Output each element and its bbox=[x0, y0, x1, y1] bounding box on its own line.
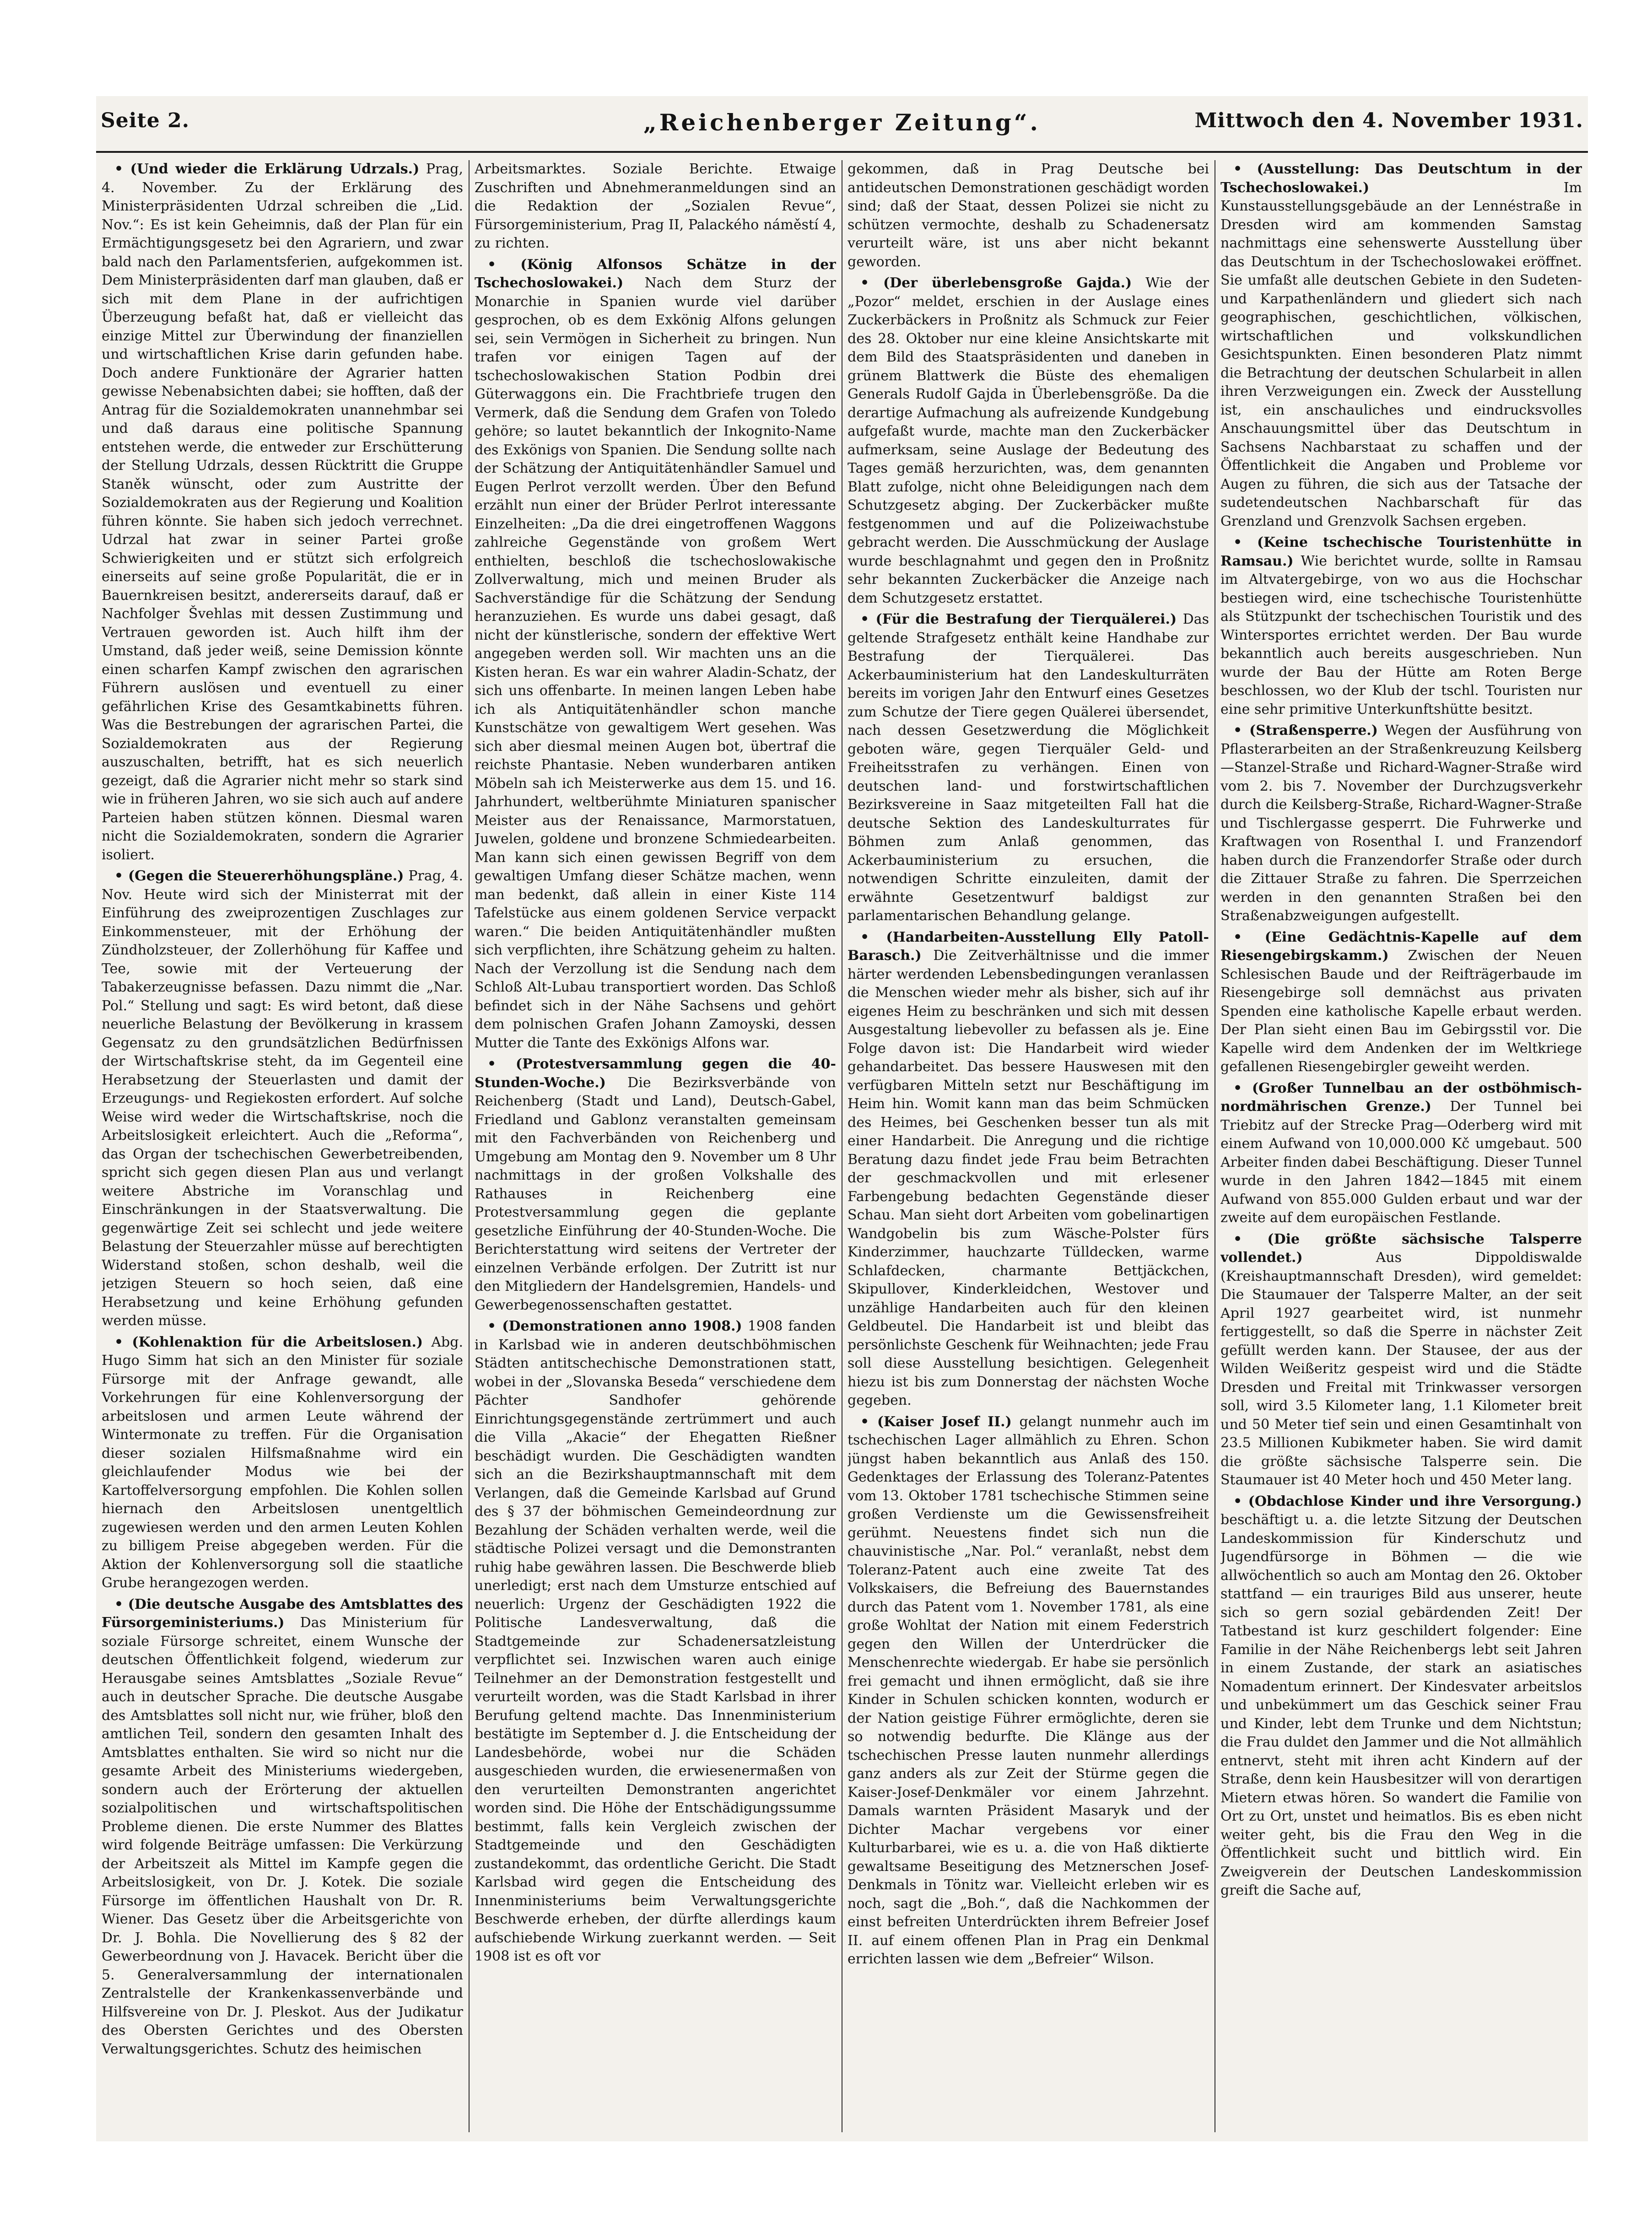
article-paragraph bbox=[475, 1055, 836, 1315]
article-paragraph bbox=[1220, 1079, 1582, 1228]
article-text: Wie berichtet wurde, sollte in Ramsau im Altvatergebirge, von wo aus die Hochschar bestiegen wird, eine tschechische Touristenhütte als Stützpunkt der tschechischen Touristik und des Wintersportes errichtet werden. Der Bau wurde bekanntlich auch bereits ausgeschrieben. Nun wurde der Bau der Hütte am Roten Berge beschlossen, wo der Klub der tschl. Touristen nur eine sehr primitive Unterkunftshütte besitzt. bbox=[1220, 553, 1582, 717]
article-paragraph bbox=[102, 1333, 463, 1593]
article-text: gelangt nunmehr auch im tschechischen Lager allmählich zu Ehren. Schon jüngst haben bekanntlich aus Anlaß des 150. Gedenktages der Erlassung des Toleranz-Patentes vom 13. Oktober 1781 tschechische Stimmen seine großen Verdienste um die Gewissensfreiheit gerühmt. Neuestens findet sich nun die chauvinistische „Nar. Pol.“ veranlaßt, nebst dem Toleranz-Patent auch eine zweite Tat des Volkskaisers, die Befreiung des Bauernstandes durch das Patent vom 1. November 1781, als eine große Wohltat der Nation mit einem Federstrich gegen den Willen der Unterdrücker die Menschenrechte wiedergab. Er habe sie persönlich frei gemacht und ihnen ermöglicht, daß sie ihre Kinder in Schulen schicken konnten, wodurch er der Nation geistige Führer ermöglichte, deren sie so notwendig bedurfte. Die Klänge aus der tschechischen Presse lauten nunmehr allerdings ganz anders als zur Zeit der Stürme gegen die Kaiser-Josef-Denkmäler vor einem Jahrzehnt. Damals warnten Präsident Masaryk und der Dichter Machar vergebens vor einer Kulturbarbarei, wie es u. a. die von Haß diktierte gewaltsame Beseitigung des Metznerschen Josef-Denkmals in Tönitz war. Vielleicht erleben wir es noch, sagt die „Boh.“, daß die Nachkommen der einst befreiten Unterdrückten ihrem Befreier Josef II. auf einem offenen Plan in Prag ein Denkmal errichten lassen wie dem „Befreier“ Wilson. bbox=[848, 1413, 1209, 1967]
article-paragraph bbox=[848, 274, 1209, 608]
article-text: Zwischen der Neuen Schlesischen Baude und der Reifträgerbaude im Riesengebirge soll demnächst aus privaten Spenden eine katholische Kapelle erbaut werden. Der Plan sieht einen Bau im Gebirgsstil vor. Die Kapelle wird dem Andenken der im Weltkriege gefallenen Riesengebirgler geweiht werden. bbox=[1220, 948, 1582, 1075]
article-text: Die Zeitverhältnisse und die immer härter werdenden Lebensbedingungen veranlassen die Menschen wieder mehr als bisher, sich auf ihr eigenes Heim zu beschränken und sich mit dessen Ausgestaltung liebevoller zu befassen als je. Eine Folge davon ist: Die Handarbeit wird wieder gehandarbeitet. Das bessere Hauswesen mit den verfügbaren Mitteln setzt nur Beschäftigung im Heim hin. Womit kann man das beim Schmücken des Heimes, bei Geschenken besser tun als mit einer Handarbeit. Die Anregung und die richtige Beratung dazu findet jede Frau beim Betrachten der geschmackvollen und mit erlesener Farbengebung bedachten Gegenstände dieser Schau. Man sieht dort Arbeiten vom gobelinartigen Wandgobelin bis zum Wäsche-Polster fürs Kinderzimmer, hauchzarte Tülldecken, warme Schlafdecken, charmante Bettjäckchen, Skipullover, Kinderkleidchen, Westover und unzählige Handarbeiten auch für den kleinen Geldbeutel. Die Handarbeit ist und bleibt das persönlichste Geschenk für Weihnachten; jede Frau soll diese Ausstellung besichtigen. Gelegenheit hiezu ist bis zum Donnerstag der nächsten Woche gegeben. bbox=[848, 948, 1209, 1408]
article-paragraph bbox=[475, 1317, 836, 1966]
article-text: Arbeitsmarktes. Soziale Berichte. Etwaige Zuschriften und Abnehmeranmeldungen sind an die Redaktion der „Sozialen Revue“, Fürsorgeministerium, Prag II, Palackého náměstí 4, zu richten. bbox=[475, 161, 836, 251]
article-paragraph bbox=[848, 928, 1209, 1410]
article-paragraph bbox=[102, 867, 463, 1331]
column-1 bbox=[102, 160, 463, 2132]
article-heading: • (Die größte sächsische Talsperre vollendet.) bbox=[1220, 1231, 1582, 1266]
article-heading: • (Und wieder die Erklärung Udrzals.) bbox=[114, 161, 420, 177]
article-paragraph bbox=[848, 610, 1209, 926]
article-paragraph bbox=[475, 160, 836, 253]
article-heading: • (Gegen die Steuererhöhungspläne.) bbox=[114, 868, 404, 884]
article-heading: • (Handarbeiten-Ausstellung Elly Patoll-Barasch.) bbox=[848, 929, 1209, 964]
article-heading: • (Der überlebensgroße Gajda.) bbox=[860, 275, 1132, 291]
article-paragraph bbox=[475, 256, 836, 1053]
article-heading: • (Obdachlose Kinder und ihre Versorgung.) bbox=[1233, 1493, 1582, 1509]
article-paragraph bbox=[1220, 1493, 1582, 1900]
newspaper-page bbox=[96, 96, 1588, 2141]
article-heading: • (Eine Gedächtnis-Kapelle auf dem Riesengebirgskamm.) bbox=[1220, 929, 1582, 964]
article-heading: • (Kohlenaktion für die Arbeitslosen.) bbox=[114, 1334, 423, 1350]
article-paragraph bbox=[848, 1413, 1209, 1969]
article-heading: • (Die deutsche Ausgabe des Amtsblattes des Fürsorgeministeriums.) bbox=[102, 1596, 463, 1631]
article-text: Der Tunnel bei Triebitz auf der Strecke Prag—Oderberg wird mit einem Aufwand von 10,000.000 Kč umgebaut. 500 Arbeiter finden dabei Beschäftigung. Dieser Tunnel wurde in den Jahren 1842—1845 mit einem Aufwand von 855.000 Gulden erbaut und war der zweite auf dem europäischen Festlande. bbox=[1220, 1099, 1582, 1226]
article-paragraph bbox=[848, 160, 1209, 271]
article-paragraph bbox=[1220, 1230, 1582, 1490]
article-paragraph bbox=[1220, 722, 1582, 926]
article-text: Prag, 4. November. Zu der Erklärung des Ministerpräsidenten Udrzal schreiben die „Lid. Nov.“: Es ist kein Geheimnis, daß der Plan für ein Ermächtigungsgesetz bei den Agrariern, und zwar bald nach den Parlamentsferien, aufgekommen ist. Dem Ministerpräsidenten darf man glauben, daß er sich mit dem Plane in der aufrichtigen Überzeugung befaßt hat, daß er vielleicht das einzige Mittel zur Überwindung der finanziellen und wirtschaftlichen Krise darin gefunden habe. Doch andere Funktionäre der Agrarier hatten gewisse Nebenabsichten dabei; sie hofften, daß der Antrag für die Sozialdemokraten unannehmbar sei und daß daraus eine politische Spannung entstehen werde, die entweder zur Erschütterung der Stellung Udrzals, dessen Rücktritt die Gruppe Staněk wünscht, oder zum Austritte der Sozialdemokraten aus der Regierung und Koalition führen könnte. Sie haben sich jedoch verrechnet. Udrzal hat zwar in seiner Partei große Schwierigkeiten und er stützt sich erfolgreich einerseits auf seine große Popularität, die er in Bauernkreisen besitzt, andererseits darauf, daß er Nachfolger Švehlas mit dessen Zustimmung und Vertrauen geworden ist. Auch hilft ihm der Umstand, daß jeder weiß, seine Demission könnte einen scharfen Kampf zwischen den agrarischen Führern auslösen und eventuell zu einer gefährlichen Krise des Gesamtkabinetts führen. Was die Bestrebungen der agrarischen Partei, die Sozialdemokraten aus der Regierung auszuschalten, betrifft, hat es sich neuerlich gezeigt, daß die Agrarier nicht mehr so stark sind wie in früheren Jahren, wo sie sich auch auf andere Parteien haben stützen können. Diesmal waren nicht die Sozialdemokraten, sondern die Agrarier isoliert. bbox=[102, 161, 463, 863]
article-heading: • (Kaiser Josef II.) bbox=[860, 1413, 1012, 1430]
article-text: Aus Dippoldiswalde (Kreishauptmannschaft Dresden), wird gemeldet: Die Staumauer der Talsperre Malter, an der seit April 1927 gearbeitet wird, ist nunmehr fertiggestellt, so daß die Sperre in nächster Zeit gefüllt werden kann. Der Stausee, der aus der Wilden Weißeritz gespeist wird und die Städte Dresden und Freital mit Trinkwasser versorgen soll, wird 3.5 Kilometer lang, 1.1 Kilometer breit und 50 Meter tief sein und einen Gesamtinhalt von 23.5 Millionen Kubikmeter haben. Sie wird damit die größte sächsische Talsperre sein. Die Staumauer ist 40 Meter hoch und 450 Meter lang. bbox=[1220, 1250, 1582, 1488]
article-paragraph bbox=[102, 160, 463, 864]
article-heading: • (Keine tschechische Touristenhütte in Ramsau.) bbox=[1220, 534, 1582, 569]
column-4 bbox=[1220, 160, 1582, 2132]
article-text: Das geltende Strafgesetz enthält keine Handhabe zur Bestrafung der Tierquälerei. Das Ackerbauministerium hat den Landeskulturräten bereits im vorigen Jahr den Entwurf eines Gesetzes zum Schutze der Tiere gegen Quälerei übersendet, nach dessen Gesetzwerdung die Möglichkeit geboten wäre, gegen Tierquäler Geld- und Freiheitsstrafen zu verhängen. Einen von deutschen land- und forstwirtschaftlichen Bezirksvereine in Saaz mitgeteilten Fall hat die deutsche Sektion des Landeskulturrates für Böhmen zum Anlaß genommen, das Ackerbauministerium zu ersuchen, die notwendigen Schritte einzuleiten, damit der erwähnte Gesetzentwurf baldigst zur parlamentarischen Behandlung gelange. bbox=[848, 611, 1209, 924]
article-text: Wegen der Ausführung von Pflasterarbeiten an der Straßenkreuzung Keilsberg—Stanzel-Straße und Richard-Wagner-Straße wird vom 2. bis 7. November der Durchzugsverkehr durch die Keilsberg-Straße, Richard-Wagner-Straße und Tischlergasse gesperrt. Die Fuhrwerke und Kraftwagen von Rosenthal I. und Franzendorf haben durch die Franzendorfer Straße oder durch die Zittauer Straße zu fahren. Die Sperrzeichen werden in den genannten Straßen bei den Straßenabzweigungen aufgestellt. bbox=[1220, 722, 1582, 924]
article-text: beschäftigt u. a. die letzte Sitzung der Deutschen Landeskommission für Kinderschutz und Jugendfürsorge in Böhmen — die wie allwöchentlich so auch am Montag den 26. Oktober stattfand — ein trauriges Bild aus unserer, heute sich so gern sozial gebärdenden Zeit! Der Tatbestand ist kurz geschildert folgender: Eine Familie in der Nähe Reichenbergs lebt seit Jahren in einem Zustande, der stark an asiatisches Nomadentum erinnert. Der Kindesvater arbeitslos und unbekümmert um das Geschick seiner Frau und Kinder, lebt dem Trunke und dem Nichtstun; die Frau duldet den Jammer und die Not allmählich entnervt, steht mit ihren acht Kindern auf der Straße, denn kein Hausbesitzer will von derartigen Mietern etwas hören. So wandert die Familie von Ort zu Ort, unstet und heimatlos. Bis es eben nicht weiter geht, bis die Frau den Weg in die Öffentlichkeit sucht und bittlich wird. Ein Zweigverein der Deutschen Landeskommission greift die Sache auf, bbox=[1220, 1512, 1582, 1898]
article-text: Abg. Hugo Simm hat sich an den Minister für soziale Fürsorge mit der Anfrage gewandt, alle Vorkehrungen für eine Kohlenversorgung der arbeitslosen und armen Leute während der Wintermonate zu treffen. Für die Organisation dieser sozialen Hilfsmaßnahme wird ein gleichlaufender Modus wie bei der Kartoffelversorgung empfohlen. Die Kohlen sollen hiernach den Arbeitslosen unentgeltlich zugewiesen werden und den armen Leuten Kohlen zu billigem Preise abgegeben werden. Für die Aktion der Kohlenversorgung soll die staatliche Grube herangezogen werden. bbox=[102, 1334, 463, 1591]
newspaper-title: „Reichenberger Zeitung“. bbox=[643, 109, 1041, 136]
page-header bbox=[96, 96, 1588, 153]
article-text: Im Kunstausstellungsgebäude an der Lennéstraße in Dresden wird am kommenden Samstag nachmittags eine sehenswerte Ausstellung über das Deutschtum in der Tschechoslowakei eröffnet. Sie umfaßt alle deutschen Gebiete in den Sudeten- und Karpathenländern und gliedert sich nach geographischen, geschichtlichen, völkischen, wirtschaftlichen und volkskundlichen Gesichtspunkten. Einen besonderen Platz nimmt die Betrachtung der deutschen Schularbeit in allen ihren Verzweigungen ein. Zweck der Ausstellung ist, ein anschauliches und eindrucksvolles Anschauungsmittel über das Deutschtum in Sachsens Nachbarstaat zu schaffen und der Öffentlichkeit die Angaben und Probleme vor Augen zu führen, die sich aus der Tatsache der sudetendeutschen Nachbarschaft für das Grenzland und Grenzvolk Sachsen ergeben. bbox=[1220, 179, 1582, 529]
article-text: Das Ministerium für soziale Fürsorge schreitet, einem Wunsche der deutschen Öffentlichkeit folgend, wiederum zur Herausgabe seines Amtsblattes „Soziale Revue“ auch in deutscher Sprache. Die deutsche Ausgabe des Amtsblattes soll nicht nur, wie früher, bloß den amtlichen Teil, sondern den gesamten Inhalt des Amtsblattes enthalten. Sie wird so nicht nur die gesamte Arbeit des Ministeriums wiedergeben, sondern auch der Erörterung der aktuellen sozialpolitischen und wirtschaftspolitischen Probleme dienen. Die erste Nummer des Blattes wird folgende Beiträge umfassen: Die Verkürzung der Arbeitszeit als Mittel im Kampfe gegen die Arbeitslosigkeit, von Dr. J. Kotek. Die soziale Fürsorge im öffentlichen Haushalt von Dr. R. Wiener. Das Gesetz über die Arbeitsgerichte von Dr. J. Bohla. Die Novellierung des § 82 der Gewerbeordnung von J. Havacek. Bericht über die 5. Generalversammlung der internationalen Zentralstelle der Krankenkassenverbände und Hilfsvereine von Dr. J. Pleskot. Aus der Judikatur des Obersten Gerichtes und des Obersten Verwaltungsgerichtes. Schutz des heimischen bbox=[102, 1615, 463, 2057]
article-text: Prag, 4. Nov. Heute wird sich der Ministerrat mit der Einführung des zweiprozentigen Zuschlages zur Einkommensteuer, mit der Erhöhung der Zündholzsteuer, der Zollerhöhung für Kaffee und Tee, sowie mit der Verteuerung der Tabakerzeugnisse befassen. Dazu nimmt die „Nar. Pol.“ Stellung und sagt: Es wird betont, daß diese neuerliche Belastung der Bevölkerung in krassem Gegensatz zu den grundsätzlichen Bedürfnissen der Wirtschaftskrise steht, da im Gegenteil eine Herabsetzung der Steuerlasten und damit der Erzeugungs- und Regiekosten erfordert. Auf solche Weise wird weder die Wirtschaftskrise, noch die Arbeitslosigkeit erleichtert. Auch die „Reforma“, das Organ der tschechischen Gewerbetreibenden, spricht sich gegen diesen Plan aus und verlangt weitere Abstriche im Voranschlag und Einschränkungen in der Staatsverwaltung. Die gegenwärtige Zeit sei schlecht und jede weitere Belastung der Steuerzahler müsse auf berechtigten Widerstand stoßen, schon deshalb, weil die jetzigen Steuern so hoch seien, daß eine Herabsetzung und keine Erhöhung gefunden werden müsse. bbox=[102, 868, 463, 1329]
article-paragraph bbox=[1220, 928, 1582, 1077]
column-3 bbox=[848, 160, 1209, 2132]
article-paragraph bbox=[102, 1596, 463, 2059]
article-text: 1908 fanden in Karlsbad wie in anderen deutschböhmischen Städten antitschechische Demonstrationen statt, wobei in der „Slovanska Beseda“ verschiedene dem Pächter Sandhofer gehörende Einrichtungsgegenstände zertrümmert und auch die Villa „Akacie“ der Ehegatten Rießner beschädigt wurden. Die Geschädigten wandten sich an die Bezirkshauptmannschaft mit dem Verlangen, daß die Gemeinde Karlsbad auf Grund des § 37 der böhmischen Gemeindeordnung zur Bezahlung der Schäden verhalten werde, weil die städtische Polizei versagt und die Demonstranten ruhig habe gewähren lassen. Die Beschwerde blieb unerledigt; erst nach dem Umsturze entschied auf neuerlich: Urgenz der Geschädigten 1922 die Politische Landesverwaltung, daß die Stadtgemeinde zur Schadenersatzleistung verpflichtet sei. Inzwischen waren auch einige Teilnehmer an der Demonstration festgestellt und verurteilt worden, was die Stadt Karlsbad in ihrer Berufung geltend machte. Das Innenministerium bestätigte im September d. J. die Entscheidung der Landesbehörde, wobei nur die Schäden ausgeschieden wurden, die erwiesenermaßen von den verurteilten Demonstranten angerichtet worden sind. Die Höhe der Entschädigungssumme bestimmt, falls kein Vergleich zwischen der Stadtgemeinde und den Geschädigten zustandekommt, das ordentliche Gericht. Die Stadt Karlsbad wird gegen die Entscheidung des Innenministeriums beim Verwaltungsgerichte Beschwerde erheben, der dürfte allerdings kaum aufschiebende Wirkung zuerkannt werden. — Seit 1908 ist es oft vor bbox=[475, 1318, 836, 1964]
article-text: Die Bezirksverbände von Reichenberg (Stadt und Land), Deutsch-Gabel, Friedland und Gablonz veranstalten gemeinsam mit den Fachverbänden von Reichenberg und Umgebung am Montag den 9. November um 8 Uhr nachmittags in der großen Volkshalle des Rathauses in Reichenberg eine Protestversammlung gegen die geplante gesetzliche Einführung der 40-Stunden-Woche. Die Berichterstattung wird seitens der Vertreter der einzelnen Verbände erfolgen. Der Zutritt ist nur den Mitgliedern der Handelsgremien, Handels- und Gewerbegenossenschaften gestattet. bbox=[475, 1074, 836, 1313]
article-heading: • (Für die Bestrafung der Tierquälerei.) bbox=[860, 611, 1177, 627]
article-paragraph bbox=[1220, 160, 1582, 531]
issue-date: Mittwoch den 4. November 1931. bbox=[1194, 109, 1583, 132]
article-heading: • (König Alfonsos Schätze in der Tschechoslowakei.) bbox=[475, 256, 836, 291]
article-text: gekommen, daß in Prag Deutsche bei antideutschen Demonstrationen geschädigt worden sind; daß der Staat, dessen Polizei sie nicht zu schützen vermochte, deshalb zu Schadenersatz verurteilt wäre, ist uns aber nicht bekannt geworden. bbox=[848, 161, 1209, 270]
article-text: Wie der „Pozor“ meldet, erschien in der Auslage eines Zuckerbäckers in Proßnitz als Schmuck zur Feier des 28. Oktober nur eine kleine Ansichtskarte mit dem Bild des Staatspräsidenten und daneben in grünem Blattwerk die Büste des ehemaligen Generals Rudolf Gajda in Überlebensgröße. Da die derartige Aufmachung als aufreizende Kundgebung aufgefaßt wurde, machte man den Zuckerbäcker aufmerksam, seine Auslage der Bedeutung des Tages gemäß herzurichten, was, dem genannten Blatt zufolge, nicht ohne Beleidigungen nach dem Schutzgesetz abging. Der Zuckerbäcker mußte festgenommen und auf die Polizeiwachstube gebracht werden. Die Ausschmückung der Auslage wurde beschlagnahmt und gegen den in Proßnitz sehr bekannten Zuckerbäcker die Anzeige nach dem Schutzgesetz erstattet. bbox=[848, 275, 1209, 606]
page-number: Seite 2. bbox=[101, 109, 190, 132]
article-text: Nach dem Sturz der Monarchie in Spanien wurde viel darüber gesprochen, ob es dem Exkönig Alfons gelungen sei, sein Vermögen in Sicherheit zu bringen. Nun trafen vor einigen Tagen auf der tschechoslowakischen Station Podbin drei Güterwaggons ein. Die Frachtbriefe trugen den Vermerk, daß die Sendung dem Grafen von Toledo gehöre; so lautet bekanntlich der Inkognito-Name des Exkönigs von Spanien. Die Sendung sollte nach der Schätzung der Antiquitätenhändler Samuel und Eugen Perlrot verzollt werden. Über den Befund erzählt nun einer der Brüder Perlrot interessante Einzelheiten: „Da die drei eingetroffenen Waggons zahlreiche Gegenstände von großem Wert enthielten, beschloß die tschechoslowakische Zollverwaltung, mich und meinen Bruder als Sachverständige für die Schätzung der Sendung heranzuziehen. Es wurde uns dabei gesagt, daß nicht der künstlerische, sondern der effektive Wert angegeben werden soll. Wir machten uns an die Kisten heran. Es war ein wahrer Aladin-Schatz, der sich uns offenbarte. In meinen langen Leben habe ich als Antiquitätenhändler schon manche Kunstschätze von gewaltigem Wert gesehen. Was sich aber diesmal meinen Augen bot, übertraf die reichste Phantasie. Neben wunderbaren antiken Möbeln sah ich Meisterwerke aus dem 15. und 16. Jahrhundert, weltberühmte Miniaturen spanischer Meister aus der Renaissance, Marmorstatuen, Juwelen, goldene und bronzene Schmiedearbeiten. Man kann sich einen gewissen Begriff von dem gewaltigen Umfang dieser Schätze machen, wenn man bedenkt, daß allein in einer Kiste 114 Tafelstücke aus einem goldenen Service verpackt waren.“ Die beiden Antiquitätenhändler mußten sich verpflichten, ihre Schätzung geheim zu halten. Nach der Verzollung ist die Sendung nach dem Schloß Alt-Lubau transportiert worden. Das Schloß befindet sich in der Nähe Sachsens und gehört dem polnischen Grafen Johann Zamoyski, dessen Mutter die Tante des Exkönigs Alfons war. bbox=[475, 275, 836, 1051]
article-heading: • (Ausstellung: Das Deutschtum in der Tschechoslowakei.) bbox=[1220, 161, 1582, 196]
article-heading: • (Demonstrationen anno 1908.) bbox=[487, 1318, 742, 1334]
article-paragraph bbox=[1220, 534, 1582, 719]
article-heading: • (Großer Tunnelbau an der ostböhmisch-nordmährischen Grenze.) bbox=[1220, 1080, 1582, 1115]
article-heading: • (Straßensperre.) bbox=[1233, 722, 1378, 738]
column-2 bbox=[475, 160, 836, 2132]
column-divider bbox=[469, 160, 470, 2132]
article-heading: • (Protestversammlung gegen die 40-Stunden-Woche.) bbox=[475, 1056, 836, 1091]
